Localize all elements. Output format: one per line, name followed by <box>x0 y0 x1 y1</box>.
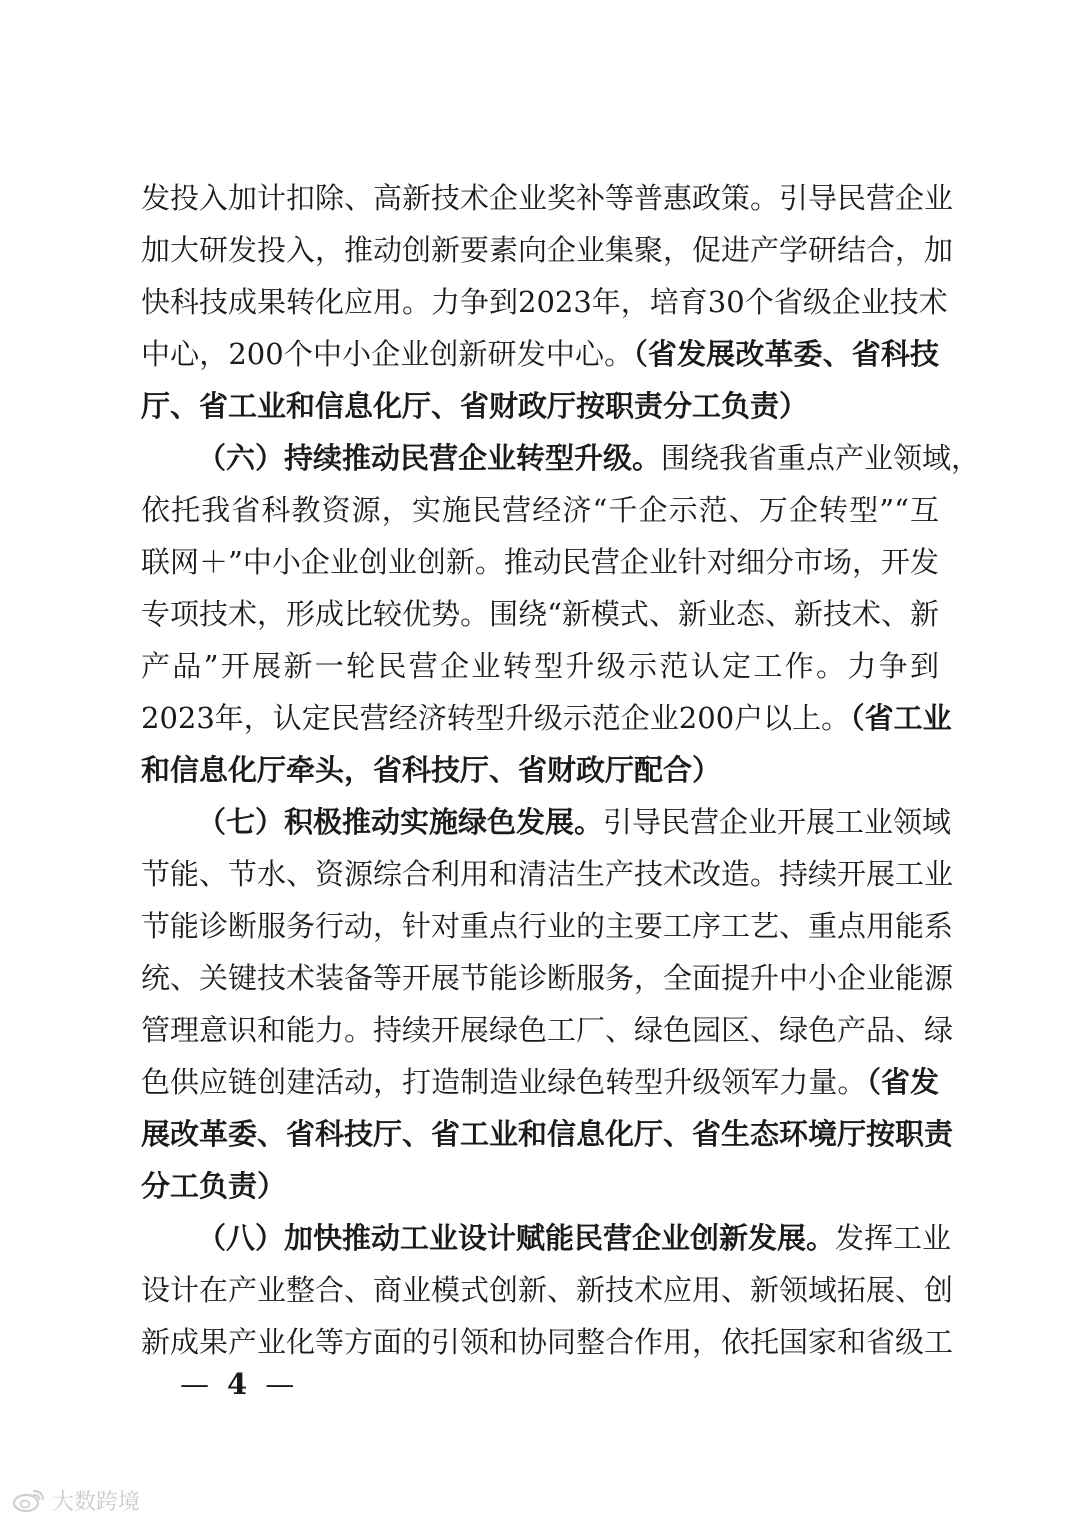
text-line <box>141 1010 954 1050</box>
responsibility-attribution: 和信息化厅牵头，省科技厅、省财政厅配合） <box>141 753 722 787</box>
section-heading-line <box>197 1218 952 1258</box>
text-line <box>141 750 939 790</box>
body-text: 快科技成果转化应用。力争到2023年，培育30个省级企业技术 <box>141 285 948 319</box>
section-heading-6: （六）持续推动民营企业转型升级。 <box>197 441 662 475</box>
section-heading-7: （七）积极推动实施绿色发展。 <box>197 805 604 839</box>
text-line <box>141 334 939 374</box>
responsibility-attribution: 分工负责） <box>141 1169 287 1203</box>
body-text: 2023年，认定民营经济转型升级示范企业200户以上。 <box>141 701 851 735</box>
page-number-value: 4 <box>227 1367 248 1401</box>
text-line <box>141 542 939 582</box>
body-text: 专项技术，形成比较优势。围绕“新模式、新业态、新技术、新 <box>141 597 939 631</box>
text-line <box>141 490 939 530</box>
body-text: 色供应链创建活动，打造制造业绿色转型升级领军力量。 <box>141 1065 867 1099</box>
text-line <box>141 1114 954 1154</box>
watermark-text: 大数跨境 <box>52 1489 141 1515</box>
text-line <box>141 1062 939 1102</box>
text-line <box>141 906 954 946</box>
watermark <box>12 1484 140 1516</box>
text-line <box>141 386 939 426</box>
page-dash-right: — <box>265 1367 295 1401</box>
text-line <box>141 1166 939 1206</box>
text-line <box>141 854 954 894</box>
text-line <box>141 282 948 322</box>
body-text: 围绕我省重点产业领域， <box>661 441 981 475</box>
body-text: 统、关键技术装备等开展节能诊断服务，全面提升中小企业能源 <box>141 961 954 995</box>
text-line <box>141 1322 954 1362</box>
section-heading-8: （八）加快推动工业设计赋能民营企业创新发展。 <box>197 1221 836 1255</box>
weibo-logo-icon <box>12 1486 46 1514</box>
page-dash-left: — <box>180 1367 209 1401</box>
page-number <box>180 1364 294 1404</box>
responsibility-attribution: 展改革委、省科技厅、省工业和信息化厅、省生态环境厅按职责 <box>141 1117 954 1151</box>
text-line <box>141 1270 954 1310</box>
body-text: 引导民营企业开展工业领域 <box>603 805 952 839</box>
body-text: 节能诊断服务行动，针对重点行业的主要工序工艺、重点用能系 <box>141 909 954 943</box>
text-line <box>141 958 954 998</box>
text-line <box>141 178 954 218</box>
responsibility-attribution: （省发 <box>866 1065 939 1099</box>
body-text: 产品”开展新一轮民营企业转型升级示范认定工作。力争到 <box>141 649 939 683</box>
body-text: 依托我省科教资源，实施民营经济“千企示范、万企转型”“互 <box>141 493 939 527</box>
body-text: 新成果产业化等方面的引领和协同整合作用，依托国家和省级工 <box>141 1325 954 1359</box>
body-text: 设计在产业整合、商业模式创新、新技术应用、新领域拓展、创 <box>141 1273 954 1307</box>
body-text: 中心，200个中小企业创新研发中心。 <box>141 337 634 371</box>
body-text: 管理意识和能力。持续开展绿色工厂、绿色园区、绿色产品、绿 <box>141 1013 954 1047</box>
responsibility-attribution: （省工业 <box>850 701 952 735</box>
text-line <box>141 646 939 686</box>
body-text: 节能、节水、资源综合利用和清洁生产技术改造。持续开展工业 <box>141 857 954 891</box>
text-line <box>141 230 954 270</box>
body-text: 发投入加计扣除、高新技术企业奖补等普惠政策。引导民营企业 <box>141 181 954 215</box>
section-heading-line <box>197 802 952 842</box>
responsibility-attribution: （省发展改革委、省科技 <box>633 337 939 371</box>
section-heading-line <box>197 438 981 478</box>
body-text: 发挥工业 <box>835 1221 952 1255</box>
text-line <box>141 698 952 738</box>
body-text: 加大研发投入，推动创新要素向企业集聚，促进产学研结合，加 <box>141 233 954 267</box>
text-line <box>141 594 939 634</box>
responsibility-attribution: 厅、省工业和信息化厅、省财政厅按职责分工负责） <box>141 389 809 423</box>
body-text: 联网＋”中小企业创业创新。推动民营企业针对细分市场，开发 <box>141 545 939 579</box>
